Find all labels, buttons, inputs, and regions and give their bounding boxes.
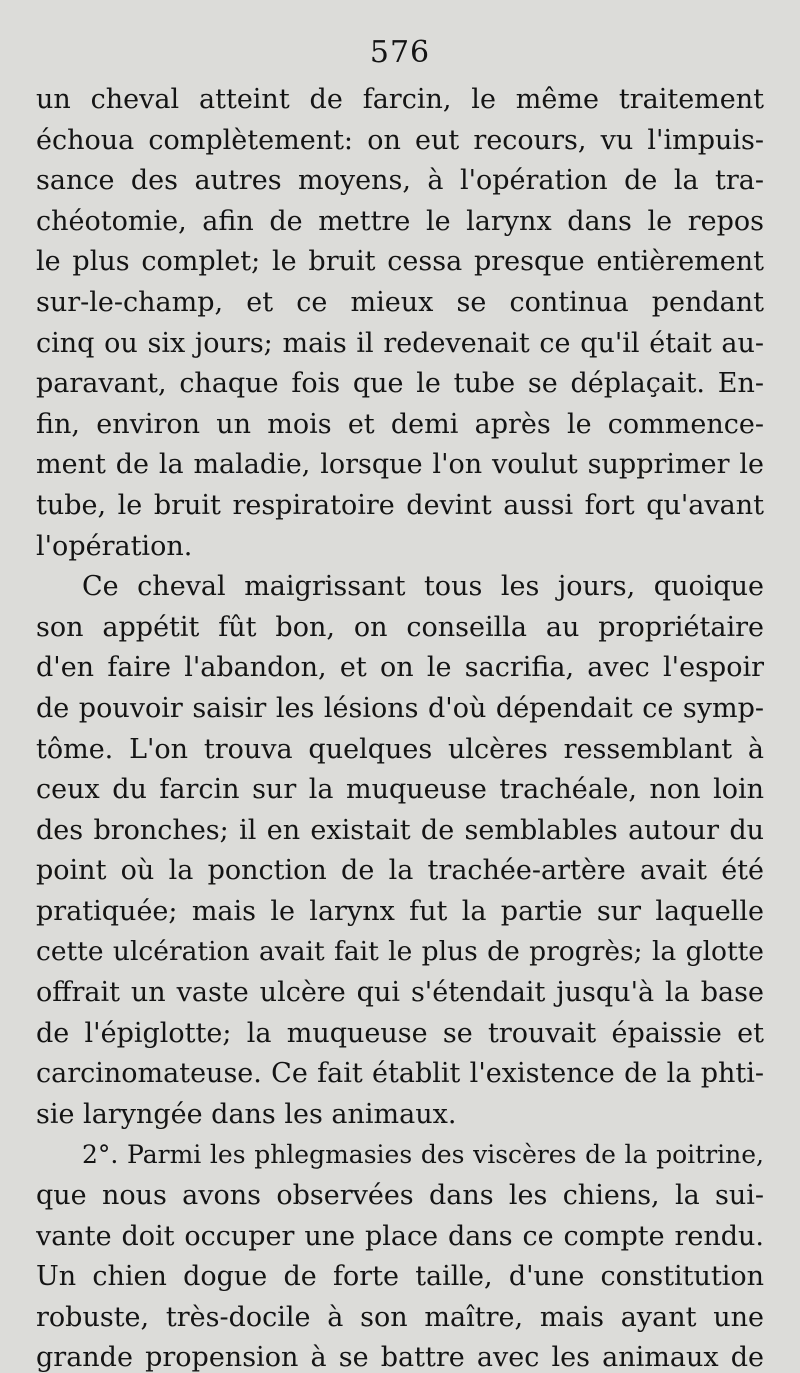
- text-line: le plus complet; le bruit cessa presque entièrement: [36, 246, 764, 278]
- text-line: Ce cheval maigrissant tous les jours, quoique: [82, 571, 764, 603]
- text-line: pratiquée; mais le larynx fut la partie sur laquelle: [36, 895, 764, 927]
- body-text: [36, 80, 764, 1373]
- text-line: vante doit occuper une place dans ce compte rendu.: [36, 1220, 764, 1252]
- text-line: un cheval atteint de farcin, le même traitement: [36, 84, 764, 115]
- text-line: son appétit fût bon, on conseilla au propriétaire: [36, 611, 764, 643]
- text-line: ment de la maladie, lorsque l'on voulut supprimer le: [36, 449, 764, 481]
- text-line: que nous avons observées dans les chiens, la sui-: [36, 1180, 764, 1212]
- text-line: ceux du farcin sur la muqueuse trachéale, non loin: [36, 774, 764, 806]
- text-line: des bronches; il en existait de semblables autour du: [36, 814, 764, 846]
- text-line: robuste, très-docile à son maître, mais ayant une: [36, 1301, 764, 1333]
- text-line: point où la ponction de la trachée-artère avait été: [36, 855, 764, 887]
- text-line: d'en faire l'abandon, et on le sacrifia, avec l'espoir: [36, 652, 764, 684]
- text-line: Un chien dogue de forte taille, d'une constitution: [36, 1261, 764, 1293]
- text-line: 2°. Parmi les phlegmasies des viscères de la poitrine,: [82, 1140, 764, 1170]
- text-line: tube, le bruit respiratoire devint aussi fort qu'avant: [36, 489, 764, 521]
- page-number: 576: [369, 35, 431, 70]
- text-line: chéotomie, afin de mettre le larynx dans le repos: [36, 205, 764, 237]
- text-line: de pouvoir saisir les lésions d'où dépendait ce symp-: [36, 692, 764, 724]
- text-line: paravant, chaque fois que le tube se déplaçait. En-: [36, 368, 764, 400]
- text-line: tôme. L'on trouva quelques ulcères ressemblant à: [36, 733, 764, 765]
- text-line: échoua complètement: on eut recours, vu l'impuis-: [36, 124, 764, 156]
- text-line: sur-le-champ, et ce mieux se continua pendant: [36, 286, 764, 318]
- text-line: grande propension à se battre avec les animaux de: [36, 1342, 764, 1373]
- text-line: sance des autres moyens, à l'opération de la tra-: [36, 165, 764, 197]
- text-line: l'opération.: [36, 530, 193, 562]
- text-line: cinq ou six jours; mais il redevenait ce qu'il était au-: [36, 327, 764, 359]
- text-line: cette ulcération avait fait le plus de progrès; la glotte: [36, 936, 764, 968]
- text-line: sie laryngée dans les animaux.: [36, 1098, 457, 1130]
- text-line: offrait un vaste ulcère qui s'étendait jusqu'à la base: [36, 977, 764, 1009]
- text-line: carcinomateuse. Ce fait établit l'existence de la phti-: [36, 1058, 764, 1090]
- text-line: de l'épiglotte; la muqueuse se trouvait épaissie et: [36, 1017, 764, 1049]
- text-line: fin, environ un mois et demi après le commence-: [36, 408, 764, 440]
